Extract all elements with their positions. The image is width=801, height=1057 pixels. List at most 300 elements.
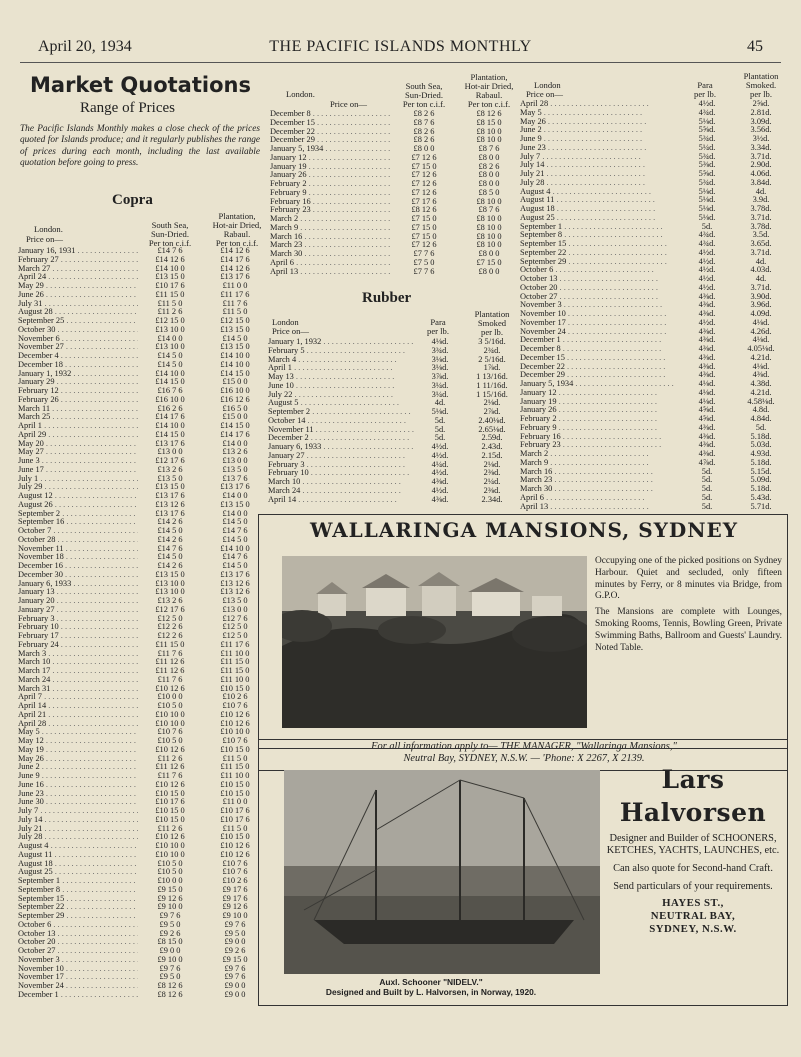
row-date: July 1 . . . [18,475,138,484]
col-plantation [204,212,270,248]
table-row [18,991,268,1000]
row-value-2: 5.15d. [750,467,772,476]
row-date: June 16 . . . [18,781,138,790]
table-row [520,459,790,468]
row-value-2: £8 5 0 [478,188,500,197]
table-row [18,317,268,326]
row-date: June 17 . . . [18,466,138,475]
row-value-2: £11 17 6 [220,290,250,299]
row-value-1: 4½d. [698,275,716,283]
row-value-2: £13 17 6 [220,483,250,492]
table-row [18,693,268,702]
row-value-1: £14 7 6 [157,247,183,255]
row-value-2: £16 10 0 [220,387,250,395]
table-row [18,982,268,991]
table-row [268,434,520,443]
table-row [270,206,522,215]
row-date: January 29 . . . [18,378,138,387]
row-value-1: £9 5 0 [159,973,181,982]
row-value-2: £15 0 0 [222,378,248,387]
row-value-2: £16 5 0 [222,404,248,413]
table-row [18,781,268,790]
schooner-photo-drawing [284,770,600,974]
row-value-2: £13 12 6 [220,579,250,588]
table-row [268,382,520,391]
row-date: June 23 . . . [18,790,138,799]
row-date: March 10 . . . [18,658,138,667]
table-row [268,356,520,365]
row-value-1: £14 10 0 [155,422,185,430]
row-date: January 26 . . . [520,406,682,415]
rubber-col-price-on: Price on— [272,326,309,336]
row-value-1: £12 2 6 [157,632,183,640]
cont-col-south-sea-l3: Per ton c.i.f. [402,99,446,109]
row-value-2: £14 17 6 [220,430,250,439]
row-date: November 11 . . . [268,426,416,435]
rubber-table [268,310,520,504]
table-row [520,100,790,109]
table-row [18,440,268,449]
row-date: January 27 . . . [268,452,416,461]
row-value-1: £9 0 0 [159,947,181,955]
table-row [18,973,268,982]
row-value-2: 5.18d. [750,485,772,493]
row-value-2: 4d. [755,187,767,196]
row-value-1: £8 2 6 [413,110,435,118]
table-row [270,268,522,277]
table-row [270,163,522,172]
row-value-1: £7 15 0 [411,215,437,223]
table-row [18,466,268,475]
row-value-1: 4⅜d. [698,327,716,336]
row-value-1: 4⅜d. [698,432,716,441]
table-row [520,196,790,205]
table-row [270,128,522,137]
row-value-2: £7 15 0 [476,258,502,267]
row-value-2: £9 15 0 [222,955,248,964]
table-row [520,494,790,503]
row-value-1: 4⅛d. [698,397,716,406]
row-value-1: 3⅛d. [431,355,449,364]
row-value-2: 3.71d. [750,283,772,292]
row-value-2: £13 7 6 [222,474,248,483]
row-value-2: £10 2 6 [222,693,248,702]
table-row [268,426,520,435]
table-row [18,816,268,825]
table-row [18,877,268,886]
row-value-2: £10 2 6 [222,877,248,885]
row-value-1: £13 10 0 [155,588,185,597]
row-value-1: £7 15 0 [411,223,437,232]
row-value-1: £7 12 6 [411,171,437,180]
row-value-1: £7 15 0 [411,162,437,171]
row-value-2: £11 10 0 [220,772,250,780]
row-date: April 6 . . . [270,259,392,268]
halvorsen-name-last: Halvorsen [619,798,767,827]
table-row [18,728,268,737]
row-value-2: 3.78d. [750,222,772,231]
table-row [520,188,790,197]
table-row [268,469,520,478]
row-date: March 9 . . . [270,224,392,233]
row-value-2: £14 10 0 [220,352,250,360]
row-date: February 23 . . . [270,206,392,215]
row-date: April 24 . . . [18,273,138,282]
row-value-2: 1 11/16d. [476,381,508,390]
row-value-1: £7 7 6 [413,250,435,258]
row-date: March 25 . . . [18,413,138,422]
row-value-1: 4½d. [698,283,716,292]
table-row [520,144,790,153]
halvorsen-address-l3: SYDNEY, N.S.W. [649,923,737,935]
row-value-1: £10 15 0 [155,789,185,798]
row-value-2: 1⅞d. [483,364,501,373]
row-value-1: 4½d. [431,486,449,495]
row-date: December 30 . . . [18,571,138,580]
row-date: August 25 . . . [520,214,682,223]
col-plantation-l1: Plantation, [218,211,256,221]
col-south-sea-l1: South Sea, [151,220,189,230]
row-date: January 1, 1932 . . . [18,370,138,379]
row-value-1: 4⅜d. [431,495,449,504]
page-header [38,38,763,60]
row-date: September 1 . . . [18,877,138,886]
row-date: December 1 . . . [520,336,682,345]
cont-col-plantation-l3: Rabaul. [475,90,503,100]
rubber-cont-header [520,72,790,100]
row-value-2: 1 13/16d. [476,373,508,381]
col-south-sea-l3: Per ton c.i.f. [148,238,192,248]
table-row [18,912,268,921]
row-value-2: £11 7 6 [222,299,248,308]
row-date: November 17 . . . [520,319,682,328]
row-value-1: £14 2 6 [157,535,183,544]
col-south-sea [138,221,202,248]
row-date: May 26 . . . [520,118,682,127]
rubber-cont-col-price-on: Price on— [526,89,563,99]
row-value-1: £10 10 0 [155,719,185,728]
row-date: January 19 . . . [520,398,682,407]
row-value-2: £14 7 6 [222,553,248,562]
row-value-1: £11 2 6 [157,308,183,317]
row-value-1: £13 0 0 [157,448,183,457]
table-row [268,408,520,417]
row-date: April 29 . . . [18,431,138,440]
row-value-1: £10 12 6 [155,745,185,754]
row-value-1: 4⅛d. [431,338,449,346]
row-value-2: £9 17 6 [222,885,248,894]
row-value-2: £10 7 6 [222,737,248,745]
row-value-2: 4d. [755,275,767,283]
row-date: September 29 . . . [520,258,682,267]
row-date: May 29 . . . [18,282,138,291]
row-value-2: £13 0 0 [222,605,248,614]
rubber-cont-col-plantation-l3: per lb. [750,89,772,99]
row-value-1: £7 15 0 [411,232,437,241]
table-row [520,476,790,485]
row-value-1: £8 15 0 [157,938,183,947]
row-date: February 3 . . . [268,461,416,470]
table-row [520,109,790,118]
table-row [18,938,268,947]
row-value-2: £10 17 6 [220,807,250,815]
row-value-2: £8 10 0 [476,197,502,206]
row-date: August 26 . . . [18,501,138,510]
row-value-2: £10 7 6 [222,702,248,710]
table-row [270,119,522,128]
row-value-1: 5d. [701,502,713,511]
row-date: April 14 . . . [268,496,416,505]
table-row [18,597,268,606]
row-value-1: 5⅛d. [698,213,716,222]
row-date: November 24 . . . [520,328,682,337]
row-date: June 26 . . . [18,291,138,300]
table-row [18,405,268,414]
row-value-2: 2¼d. [483,478,501,486]
table-row [18,851,268,860]
row-value-1: 4¾d. [698,108,716,117]
table-row [18,720,268,729]
row-date: March 10 . . . [268,478,416,487]
row-date: October 14 . . . [268,417,416,426]
row-date: November 3 . . . [520,301,682,310]
row-value-2: 1 15/16d. [476,390,508,399]
row-value-2: 3.71d. [750,213,772,222]
row-date: May 27 . . . [18,448,138,457]
row-value-1: £11 12 6 [155,658,185,667]
row-value-1: 3⅞d. [431,373,449,381]
row-value-2: £11 5 0 [222,754,248,763]
schooner-photo [284,770,600,974]
row-value-1: 4⅜d. [698,371,716,380]
table-row [270,215,522,224]
row-value-2: 5.18d. [750,432,772,441]
row-value-1: £14 15 0 [155,430,185,439]
ad-wallaringa-body [595,556,782,654]
row-value-2: £13 2 6 [222,448,248,457]
table-row [270,145,522,154]
table-row [520,293,790,302]
row-value-2: 4.8d. [752,406,770,415]
row-value-2: £8 10 0 [476,136,502,145]
ad-wallaringa-body-p2: The Mansions are complete with Lounges, Smoking Rooms, Tennis, Bowling Green, Private Swimming Baths, Ballroom and Guests' Laundry. Noted Table. [595,607,782,653]
row-value-1: 5⅛d. [431,408,449,416]
row-value-1: £11 2 6 [157,824,183,833]
row-date: October 7 . . . [18,527,138,536]
row-value-2: £10 12 6 [220,710,250,719]
row-value-2: 5d. [755,423,767,432]
row-value-1: £13 12 6 [155,500,185,509]
row-value-2: 4⅛d. [752,362,770,371]
copra-table-header [18,212,268,247]
row-value-2: £14 5 0 [222,518,248,527]
table-row [18,623,268,632]
row-value-1: £13 10 0 [155,343,185,352]
table-row [520,398,790,407]
row-value-1: £7 17 6 [411,197,437,206]
row-value-1: £13 10 0 [155,579,185,588]
row-date: August 4 . . . [18,842,138,851]
cont-col-plantation-l4: Per ton c.i.f. [467,99,511,109]
row-value-2: 3.71d. [750,152,772,161]
row-value-2: 4.06d. [750,170,772,178]
row-date: January 16, 1931 . . . [18,247,138,256]
row-value-2: £14 17 6 [220,255,250,264]
table-row [18,667,268,676]
row-value-1: 4½d. [698,257,716,266]
table-row [18,431,268,440]
row-date: February 16 . . . [520,433,682,442]
table-row [520,249,790,258]
row-date: March 16 . . . [520,468,682,477]
row-value-1: 3⅛d. [431,364,449,373]
row-value-1: £14 17 6 [155,413,185,422]
col-plantation-l3: Rabaul. [223,229,251,239]
row-value-2: 4.05⅛d. [747,345,775,353]
row-date: December 15 . . . [520,354,682,363]
row-value-2: 4.21d. [750,388,772,397]
row-value-2: £10 15 0 [220,745,250,754]
ad-wallaringa-footer-l1: For all information apply to— THE MANAGER, "Wallaringa Mansions," [371,741,677,752]
row-date: November 24 . . . [18,982,138,991]
row-value-2: £14 5 0 [222,562,248,570]
row-date: April 13 . . . [520,503,682,512]
row-value-2: £10 12 6 [220,719,250,728]
row-value-2: £11 0 0 [222,282,248,290]
table-row [18,615,268,624]
row-value-2: 3.65d. [750,240,772,248]
row-value-2: £8 0 0 [478,171,500,180]
row-date: June 30 . . . [18,798,138,807]
table-row [18,658,268,667]
table-row [18,326,268,335]
rubber-heading: Rubber [362,290,412,306]
table-row [520,118,790,127]
table-row [520,258,790,267]
row-value-2: £8 0 0 [478,267,500,276]
row-date: March 23 . . . [520,476,682,485]
schooner-caption [266,977,596,997]
row-value-1: 4⅜d. [698,336,716,345]
cont-col-plantation [456,73,522,109]
row-value-1: £10 5 0 [157,868,183,877]
row-date: June 2 . . . [520,126,682,135]
row-value-2: 4⅜d. [752,371,770,380]
row-date: September 2 . . . [18,510,138,519]
row-value-2: 4.84d. [750,415,772,423]
row-value-1: £12 2 6 [157,623,183,632]
row-date: May 5 . . . [18,728,138,737]
row-date: December 15 . . . [270,119,392,128]
row-value-2: £14 12 6 [220,247,250,255]
row-value-1: 5¾d. [698,135,716,143]
row-value-1: £13 5 0 [157,474,183,483]
row-value-1: 3¾d. [431,346,449,355]
row-date: January 6, 1933 . . . [18,580,138,589]
row-value-2: 4.03d. [750,266,772,275]
row-value-2: £9 10 0 [222,912,248,920]
row-date: June 3 . . . [18,457,138,466]
row-value-1: 5d. [434,416,446,425]
table-row [520,363,790,372]
row-value-1: £10 17 6 [155,282,185,290]
row-date: March 30 . . . [520,485,682,494]
row-date: April 1 . . . [18,422,138,431]
table-row [18,632,268,641]
row-date: March 24 . . . [268,487,416,496]
rubber-table-cont [520,72,790,511]
row-date: February 5 . . . [268,347,416,356]
row-value-1: £16 7 6 [157,387,183,395]
row-value-1: £10 10 0 [155,842,185,850]
row-value-1: £10 10 0 [155,850,185,859]
row-date: July 28 . . . [520,179,682,188]
row-value-1: £10 15 0 [155,815,185,824]
row-date: February 9 . . . [270,189,392,198]
rubber-cont-col-para-l2: per lb. [694,89,716,99]
table-row [18,895,268,904]
row-value-2: £11 0 0 [222,798,248,807]
table-row [18,247,268,256]
row-value-2: £14 15 0 [220,422,250,430]
row-value-2: £9 5 0 [224,929,246,938]
table-row [18,763,268,772]
row-value-2: £9 7 6 [224,920,246,929]
row-date: January 5, 1934 . . . [270,145,392,154]
row-date: March 23 . . . [270,241,392,250]
row-date: December 8 . . . [270,110,392,119]
row-value-1: £16 2 6 [157,404,183,413]
table-row [18,475,268,484]
row-date: January 13 . . . [18,588,138,597]
cont-col-london: London. [286,89,315,99]
row-value-1: £14 5 0 [157,553,183,562]
row-value-2: 4.38d. [750,380,772,388]
row-date: January 20 . . . [18,597,138,606]
halvorsen-name-first: Lars [661,765,725,794]
table-row [520,433,790,442]
header-rule [20,62,781,63]
row-value-1: £13 17 6 [155,439,185,448]
row-value-2: 5.43d. [750,493,772,502]
row-date: February 27 . . . [18,256,138,265]
row-value-1: 4½d. [698,248,716,257]
row-value-1: 4½d. [698,100,716,108]
table-row [18,361,268,370]
row-value-2: £10 10 0 [220,728,250,737]
row-value-2: £9 7 6 [224,964,246,973]
table-row [18,947,268,956]
row-date: July 21 . . . [520,170,682,179]
table-row [18,588,268,597]
row-date: July 7 . . . [18,807,138,816]
row-value-1: £12 17 6 [155,457,185,465]
row-date: February 9 . . . [520,424,682,433]
row-value-2: 2 5/16d. [478,355,506,364]
table-row [270,189,522,198]
row-value-1: £11 15 0 [155,290,185,299]
row-value-2: 4⅛d. [752,336,770,345]
table-row [268,452,520,461]
row-value-2: £10 12 6 [220,842,250,850]
row-date: October 28 . . . [18,536,138,545]
row-value-2: £13 5 0 [222,597,248,605]
row-date: March 30 . . . [270,250,392,259]
row-date: September 1 . . . [520,223,682,232]
row-value-2: £14 0 0 [222,492,248,500]
table-row [270,250,522,259]
row-value-1: £10 12 6 [155,780,185,789]
